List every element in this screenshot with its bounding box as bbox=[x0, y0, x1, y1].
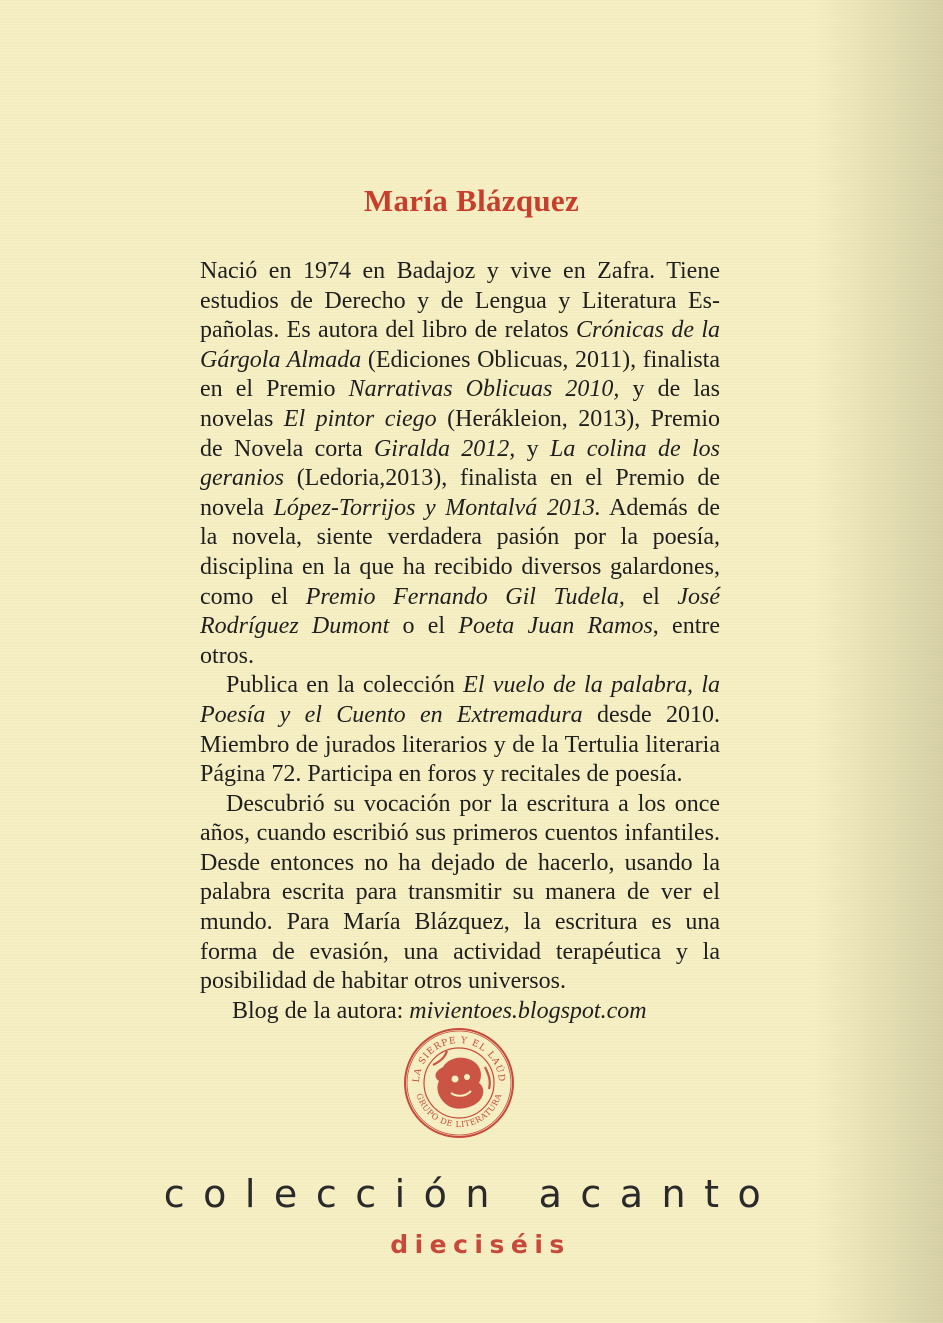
bio-paragraph-3 bbox=[200, 790, 720, 997]
text-run: y de las novelas bbox=[200, 376, 720, 432]
bio-paragraph-2 bbox=[200, 671, 720, 789]
collection-name: colección acanto bbox=[163, 1172, 780, 1216]
text-run: La colina de los geranios bbox=[200, 435, 721, 492]
collection-number: dieciséis bbox=[390, 1230, 571, 1259]
seal-bottom-text: GRUPO DE LITERATURA bbox=[414, 1092, 504, 1130]
text-run: (Ledoria,2013), finalista en el Premio de novela bbox=[200, 465, 720, 521]
text-run: y bbox=[515, 435, 550, 462]
text-run: Narrativas Oblicuas 2010, bbox=[348, 376, 620, 403]
seal-figure bbox=[433, 1051, 490, 1109]
text-run: desde 2010. Miembro de jurados literarios y de la Tertulia literaria Página 72. Participa en foros y recitales de poesía. bbox=[200, 701, 720, 788]
author-bio bbox=[200, 257, 720, 1026]
text-run: Giralda 2012, bbox=[373, 435, 516, 462]
text-run: Publica en la colección bbox=[226, 672, 464, 699]
text-run: El vuelo de la palabra, la Poesía y el Cuento en Extremadura bbox=[200, 672, 721, 728]
text-run: El pintor ciego bbox=[283, 405, 437, 432]
text-run: Descubrió su vocación por la escritura a los once años, cuando escribió sus primeros cuentos infantiles. Desde entonces no ha dejado de hacerlo, usando la palabra escrita para transmitir su manera de ver el mundo. Para María Blázquez, la escritura es una forma de evasión, una actividad terapéutica y la posibilidad de habitar otros universos. bbox=[200, 790, 720, 995]
text-run: López-Torrijos y Montalvá 2013. bbox=[273, 494, 601, 521]
bio-paragraph-1 bbox=[200, 257, 720, 671]
text-run: (Ediciones Oblicuas, 2011), finalista en el Premio bbox=[200, 346, 720, 403]
text-run: Además de la novela, siente verdadera pasión por la poesía, disciplina en la que ha recibido diversos galardones, como el bbox=[200, 494, 720, 610]
blog-line bbox=[200, 997, 720, 1027]
text-run: Premio Fernando Gil Tudela, bbox=[305, 583, 625, 610]
blog-label: Blog de la autora: bbox=[232, 997, 410, 1024]
text-run: o el bbox=[389, 613, 459, 640]
author-name: María Blázquez bbox=[363, 183, 580, 218]
text-run: , entre otros. bbox=[200, 613, 721, 669]
text-run: (Herákleion, 2013), Premio de Novela corta bbox=[200, 405, 720, 462]
text-run: José Rodríguez Dumont bbox=[200, 583, 720, 640]
text-run: Poeta Juan Ramos bbox=[458, 613, 653, 640]
publisher-seal-icon bbox=[403, 1027, 515, 1139]
text-run: Nació en 1974 en Badajoz y vive en Zafra. Tiene estudios de Derecho y de Lengua y Literatura Españolas. Es autora del libro de relatos bbox=[200, 258, 720, 344]
text-run: Crónicas de la Gárgola Almada bbox=[200, 317, 721, 373]
text-run: el bbox=[624, 583, 678, 610]
blog-url[interactable]: mivientoes.blogspot.com bbox=[409, 997, 647, 1024]
seal-top-text: LA SIERPE Y EL LAÚD bbox=[411, 1035, 507, 1083]
